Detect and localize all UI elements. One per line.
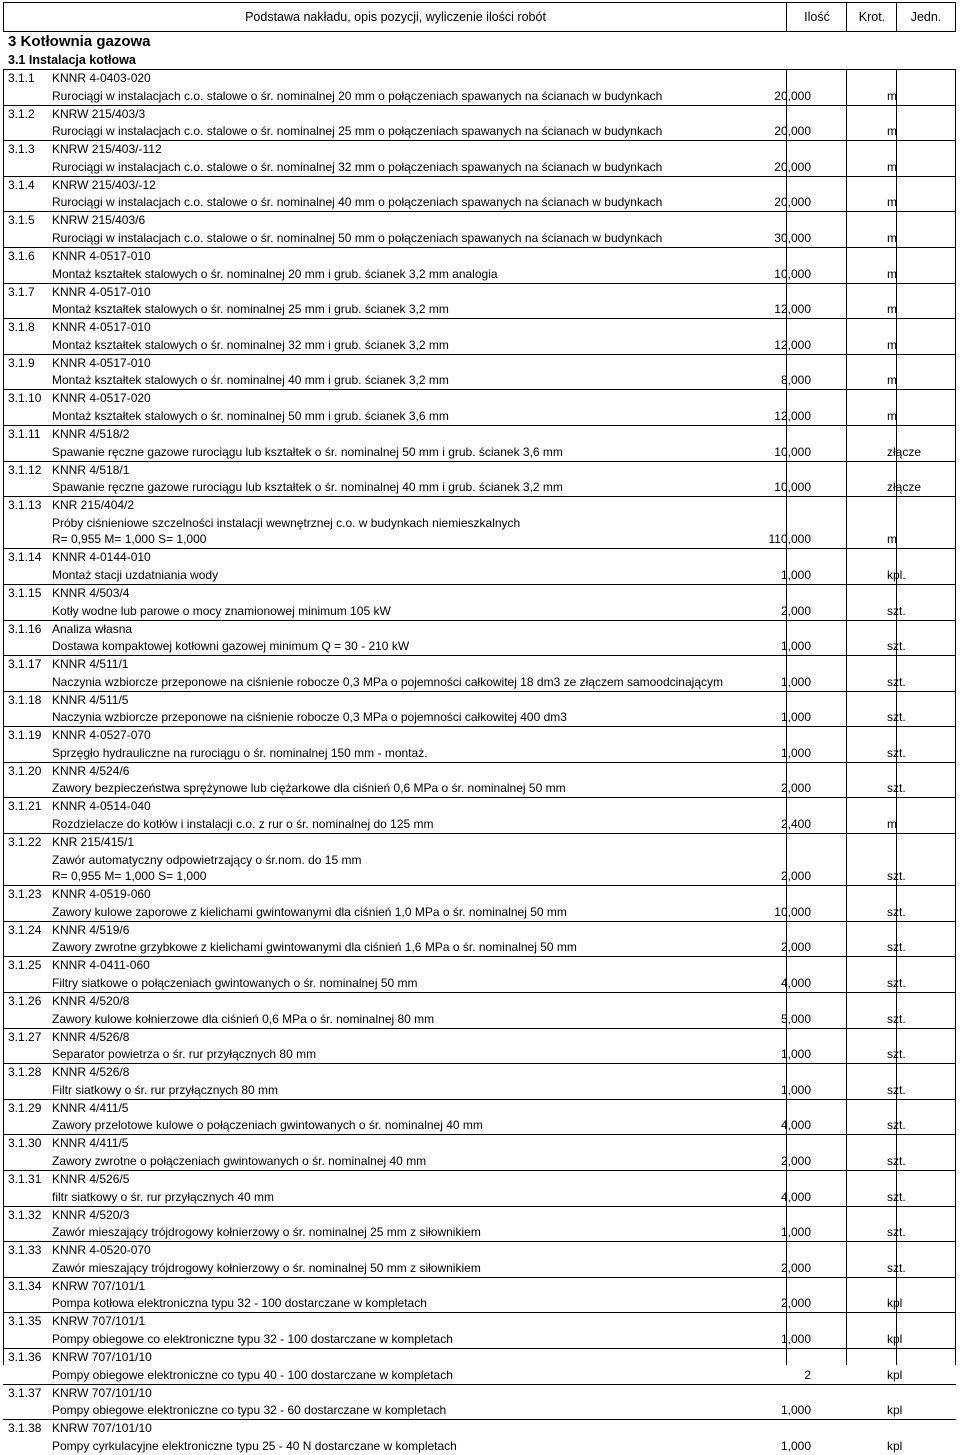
norm-code: KNRW 707/101/1 [52, 1278, 146, 1293]
position-description: Filtry siatkowe o połączeniach gwintowanych o śr. nominalnej 50 mm [52, 976, 418, 991]
norm-code: KNNR 4/520/8 [52, 994, 130, 1009]
position-description: Pompa kotłowa elektroniczna typu 32 - 100 dostarczane w kompletach [52, 1296, 427, 1311]
position-description: Rozdzielacze do kotłów i instalacji c.o. z rur o śr. nominalnej do 125 mm [52, 817, 434, 832]
unit-value: szt. [887, 904, 906, 919]
quantity-value: 1,000 [780, 745, 811, 760]
norm-code: KNR 215/404/2 [52, 498, 135, 513]
table-row [3, 620, 956, 656]
unit-value: kpl. [887, 567, 906, 582]
position-number: 3.1.25 [8, 958, 42, 973]
norm-code: KNNR 4/518/1 [52, 462, 130, 477]
quantity-value: 20,000 [774, 88, 811, 103]
quantity-value: 1,000 [780, 567, 811, 582]
table-row [3, 247, 956, 283]
quantity-value: 4,000 [780, 1189, 811, 1204]
unit-value: szt. [887, 1154, 906, 1168]
unit-value: kpl [887, 1296, 903, 1311]
quantity-value: 2,400 [780, 817, 811, 832]
table-row [3, 105, 956, 141]
unit-value: szt. [887, 1082, 906, 1097]
table-row [3, 1277, 956, 1313]
position-number: 3.1.33 [8, 1243, 42, 1258]
position-number: 3.1.17 [8, 657, 42, 672]
unit-value: szt. [887, 603, 906, 618]
table-row [3, 691, 956, 727]
position-description: Filtr siatkowy o śr. rur przyłącznych 80 mm [52, 1082, 279, 1097]
position-number: 3.1.16 [8, 621, 42, 636]
position-description: Kotły wodne lub parowe o mocy znamionowej minimum 105 kW [52, 603, 391, 618]
position-number: 3.1.35 [8, 1314, 42, 1329]
unit-value: szt. [887, 1189, 906, 1204]
position-number: 3.1.12 [8, 462, 42, 477]
quantity-value: 1,000 [780, 1403, 811, 1418]
unit-value: m [887, 124, 897, 139]
position-description: Zawory kulowe kołnierzowe dla ciśnień 0,6 MPa o śr. nominalnej 80 mm [52, 1011, 435, 1026]
position-number: 3.1.2 [8, 106, 35, 121]
table-row [3, 69, 956, 105]
norm-code: KNNR 4-0411-060 [52, 958, 150, 973]
norm-code: KNRW 215/403/3 [52, 106, 146, 121]
unit-value: kpl [887, 1438, 903, 1453]
position-number: 3.1.34 [8, 1278, 42, 1293]
quantity-value: 12,000 [774, 302, 811, 317]
quantity-value: 2,000 [780, 781, 811, 796]
unit-value: szt. [887, 976, 906, 991]
norm-code: Analiza własna [52, 621, 133, 636]
table-row [3, 461, 956, 497]
table-row [3, 1348, 956, 1384]
position-description: Zawory kulowe zaporowe z kielichami gwintowanymi dla ciśnień 1,0 MPa o śr. nominalnej 50 mm [52, 904, 567, 919]
position-description: Montaż kształtek stalowych o śr. nominalnej 32 mm i grub. ścianek 3,2 mm [52, 337, 449, 352]
position-number: 3.1.1 [8, 71, 35, 85]
quantity-value: 2 [804, 1367, 811, 1382]
position-description: Rurociągi w instalacjach c.o. stalowe o śr. nominalnej 50 mm o połączeniach spawanych na ścianach w budynkach [52, 230, 663, 245]
unit-value: szt. [887, 1047, 906, 1062]
norm-code: KNNR 4/411/5 [52, 1136, 129, 1151]
position-description: Spawanie ręczne gazowe rurociągu lub kształtek o śr. nominalnej 40 mm i grub. ścianek 3,2 mm [52, 480, 563, 495]
unit-value: szt. [887, 674, 906, 689]
position-number: 3.1.24 [8, 922, 42, 937]
header-unit: Jedn. [896, 3, 956, 31]
qty-column-divider [786, 69, 787, 1365]
quantity-value: 10,000 [774, 444, 811, 459]
position-description: Rurociągi w instalacjach c.o. stalowe o śr. nominalnej 20 mm o połączeniach spawanych na ścianach w budynkach [52, 88, 663, 103]
position-number: 3.1.20 [8, 763, 42, 778]
quantity-value: 30,000 [774, 230, 811, 245]
position-description: Rurociągi w instalacjach c.o. stalowe o śr. nominalnej 25 mm o połączeniach spawanych na ścianach w budynkach [52, 124, 663, 139]
table-row [3, 797, 956, 833]
quantity-value: 110,000 [768, 532, 811, 547]
quantity-value: 10,000 [774, 904, 811, 919]
unit-value: szt. [887, 1011, 906, 1026]
norm-code: KNNR 4-0517-020 [52, 391, 151, 406]
right-border [955, 69, 956, 1365]
table-row [3, 885, 956, 921]
norm-code: KNNR 4-0517-010 [52, 248, 151, 263]
position-number: 3.1.31 [8, 1172, 42, 1186]
table-row [3, 1419, 956, 1455]
norm-code: KNNR 4/518/2 [52, 426, 130, 441]
position-description: Rurociągi w instalacjach c.o. stalowe o śr. nominalnej 32 mm o połączeniach spawanych na ścianach w budynkach [52, 159, 663, 174]
unit-value: złącze [887, 480, 922, 495]
table-row [3, 548, 956, 584]
unit-value: szt. [887, 745, 906, 760]
unit-value: m [887, 302, 897, 317]
quantity-value: 4,000 [780, 976, 811, 991]
norm-code: KNNR 4/520/3 [52, 1207, 130, 1222]
unit-value: kpl [887, 1403, 903, 1418]
position-number: 3.1.30 [8, 1136, 42, 1151]
unit-value: m [887, 408, 897, 423]
position-description: Pompy cyrkulacyjne elektroniczne typu 25 - 40 N dostarczane w kompletach [52, 1438, 457, 1453]
position-list [3, 69, 956, 1455]
table-row [3, 140, 956, 176]
unit-value: szt. [887, 781, 906, 796]
position-number: 3.1.28 [8, 1065, 42, 1080]
quantity-value: 1,000 [780, 1331, 811, 1346]
position-description: Zawory przelotowe kulowe o połączeniach gwintowanych o śr. nominalnej 40 mm [52, 1118, 483, 1133]
norm-code: KNNR 4/511/1 [52, 657, 129, 672]
position-description: Montaż kształtek stalowych o śr. nominalnej 20 mm i grub. ścianek 3,2 mm analogia [52, 266, 498, 281]
table-row [3, 1099, 956, 1135]
position-description: Spawanie ręczne gazowe rurociągu lub kształtek o śr. nominalnej 50 mm i grub. ścianek 3,6 mm [52, 444, 563, 459]
quantity-value: 2,000 [780, 1154, 811, 1168]
unit-value: m [887, 337, 897, 352]
position-number: 3.1.23 [8, 887, 42, 902]
position-description: Pompy obiegowe elektroniczne co typu 32 - 60 dostarczane w kompletach [52, 1403, 447, 1418]
quantity-value: 2,000 [780, 1260, 811, 1275]
quantity-value: 20,000 [774, 124, 811, 139]
table-row [3, 956, 956, 992]
norm-code: KNRW 707/101/10 [52, 1349, 152, 1364]
quantity-value: 2,000 [780, 603, 811, 618]
header-krot: Krot. [846, 3, 897, 31]
quantity-value: 10,000 [774, 480, 811, 495]
norm-code: KNNR 4-0527-070 [52, 728, 151, 743]
position-description: Montaż stacji uzdatniania wody [52, 567, 219, 582]
position-description: filtr siatkowy o śr. rur przyłącznych 40 mm [52, 1189, 275, 1204]
norm-code: KNRW 215/403/-12 [52, 177, 156, 192]
norm-code: KNNR 4-0520-070 [52, 1243, 151, 1258]
quantity-value: 1,000 [780, 1225, 811, 1240]
position-description: Naczynia wzbiorcze przeponowe na ciśnienie robocze 0,3 MPa o pojemności całkowitej 18 dm3 ze złączem samoodcinającym [52, 674, 723, 689]
norm-code: KNNR 4-0517-010 [52, 320, 151, 335]
table-row [3, 584, 956, 620]
position-description: Próby ciśnieniowe szczelności instalacji wewnętrznej c.o. w budynkach niemieszkalnych [52, 515, 521, 530]
norm-code: KNNR 4/511/5 [52, 692, 129, 707]
table-row [3, 921, 956, 957]
position-number: 3.1.3 [8, 142, 35, 157]
krot-column-divider [846, 69, 847, 1365]
unit-column-divider [896, 69, 897, 1365]
quantity-value: 4,000 [780, 1118, 811, 1133]
position-description: Zawór mieszający trójdrogowy kołnierzowy o śr. nominalnej 50 mm z siłownikiem [52, 1260, 481, 1275]
quantity-value: 1,000 [780, 710, 811, 725]
norm-code: KNRW 707/101/10 [52, 1385, 152, 1400]
table-row [3, 1028, 956, 1064]
position-number: 3.1.29 [8, 1100, 42, 1115]
position-description: R= 0,955 M= 1,000 S= 1,000 [52, 869, 207, 884]
quantity-value: 1,000 [780, 1047, 811, 1062]
unit-value: m [887, 532, 897, 547]
table-row [3, 283, 956, 319]
norm-code: KNNR 4/526/5 [52, 1172, 130, 1186]
position-number: 3.1.32 [8, 1207, 42, 1222]
quantity-value: 12,000 [774, 337, 811, 352]
table-row [3, 762, 956, 798]
position-number: 3.1.37 [8, 1385, 42, 1400]
quantity-value: 12,000 [774, 408, 811, 423]
unit-value: m [887, 266, 897, 281]
header-quantity: Ilość [786, 3, 847, 31]
table-row [3, 389, 956, 425]
table-row [3, 992, 956, 1028]
norm-code: KNNR 4-0514-040 [52, 799, 151, 814]
position-description: Dostawa kompaktowej kotłowni gazowej minimum Q = 30 - 210 kW [52, 639, 410, 654]
position-description: Rurociągi w instalacjach c.o. stalowe o śr. nominalnej 40 mm o połączeniach spawanych na ścianach w budynkach [52, 195, 663, 210]
position-description: Zawór automatyczny odpowietrzający o śr.nom. do 15 mm [52, 852, 362, 867]
position-description: Sprzęgło hydrauliczne na rurociągu o śr. nominalnej 150 mm - montaż. [52, 745, 428, 760]
norm-code: KNNR 4-0403-020 [52, 71, 151, 85]
position-number: 3.1.38 [8, 1421, 42, 1436]
quantity-value: 1,000 [780, 674, 811, 689]
table-row [3, 318, 956, 354]
position-number: 3.1.14 [8, 550, 42, 565]
table-row [3, 1134, 956, 1170]
norm-code: KNRW 707/101/1 [52, 1314, 146, 1329]
quantity-value: 2,000 [780, 869, 811, 884]
position-description: Montaż kształtek stalowych o śr. nominalnej 25 mm i grub. ścianek 3,2 mm [52, 302, 449, 317]
position-number: 3.1.4 [8, 177, 35, 192]
unit-value: szt. [887, 710, 906, 725]
unit-value: m [887, 195, 897, 210]
table-row [3, 425, 956, 461]
position-number: 3.1.7 [8, 284, 35, 299]
unit-value: złącze [887, 444, 922, 459]
quantity-value: 2,000 [780, 1296, 811, 1311]
table-row [3, 354, 956, 390]
quantity-value: 10,000 [774, 266, 811, 281]
position-description: Pompy obiegowe elektroniczne co typu 40 - 100 dostarczane w kompletach [52, 1367, 453, 1382]
quantity-value: 1,000 [780, 1438, 811, 1453]
norm-code: KNNR 4-0519-060 [52, 887, 151, 902]
position-number: 3.1.13 [8, 498, 42, 513]
unit-value: m [887, 88, 897, 103]
position-number: 3.1.18 [8, 692, 42, 707]
table-header [3, 2, 956, 32]
unit-value: m [887, 230, 897, 245]
quantity-value: 5,000 [780, 1011, 811, 1026]
table-row [3, 1384, 956, 1420]
table-row [3, 1170, 956, 1206]
position-number: 3.1.19 [8, 728, 42, 743]
quantity-value: 8,000 [780, 373, 811, 388]
position-description: Zawory zwrotne grzybkowe z kielichami gwintowanymi dla ciśnień 1,6 MPa o śr. nominalnej 50 mm [52, 940, 577, 955]
position-number: 3.1.10 [8, 391, 42, 406]
position-description: Naczynia wzbiorcze przeponowe na ciśnienie robocze 0,3 MPa o pojemności całkowitej 400 dm3 [52, 710, 567, 725]
position-number: 3.1.11 [8, 426, 41, 441]
quantity-value: 20,000 [774, 195, 811, 210]
table-row [3, 833, 956, 885]
norm-code: KNNR 4/411/5 [52, 1100, 129, 1115]
quantity-value: 20,000 [774, 159, 811, 174]
norm-code: KNRW 707/101/10 [52, 1421, 152, 1436]
norm-code: KNNR 4/503/4 [52, 585, 130, 600]
quantity-value: 2,000 [780, 940, 811, 955]
unit-value: szt. [887, 1118, 906, 1133]
unit-value: kpl [887, 1367, 903, 1382]
table-row [3, 1241, 956, 1277]
section-title: 3 Kotłownia gazowa [8, 33, 151, 50]
unit-value: szt. [887, 1260, 906, 1275]
norm-code: KNRW 215/403/6 [52, 213, 146, 228]
position-description: Separator powietrza o śr. rur przyłącznych 80 mm [52, 1047, 317, 1062]
unit-value: m [887, 159, 897, 174]
position-description: Zawór mieszający trójdrogowy kołnierzowy o śr. nominalnej 25 mm z siłownikiem [52, 1225, 481, 1240]
unit-value: szt. [887, 940, 906, 955]
table-row [3, 1206, 956, 1242]
norm-code: KNNR 4-0517-010 [52, 355, 151, 370]
quantity-value: 1,000 [780, 639, 811, 654]
position-number: 3.1.5 [8, 213, 35, 228]
position-number: 3.1.36 [8, 1349, 42, 1364]
position-description: Zawory zwrotne o połączeniach gwintowanych o śr. nominalnej 40 mm [52, 1154, 427, 1168]
unit-value: szt. [887, 1225, 906, 1240]
position-number: 3.1.9 [8, 355, 35, 370]
position-description: Montaż kształtek stalowych o śr. nominalnej 40 mm i grub. ścianek 3,2 mm [52, 373, 449, 388]
norm-code: KNNR 4/526/8 [52, 1065, 130, 1080]
position-number: 3.1.21 [8, 799, 42, 814]
section-subtitle: 3.1 Instalacja kotłowa [8, 53, 136, 67]
position-description: R= 0,955 M= 1,000 S= 1,000 [52, 532, 207, 547]
position-description: Montaż kształtek stalowych o śr. nominalnej 50 mm i grub. ścianek 3,6 mm [52, 408, 449, 423]
norm-code: KNNR 4/519/6 [52, 922, 130, 937]
table-row [3, 726, 956, 762]
cost-estimate-page [3, 2, 956, 1453]
unit-value: szt. [887, 869, 906, 884]
table-row [3, 211, 956, 247]
header-description: Podstawa nakładu, opis pozycji, wyliczenie ilości robót [3, 3, 787, 31]
table-row [3, 655, 956, 691]
table-row [3, 1063, 956, 1099]
position-number: 3.1.15 [8, 585, 42, 600]
norm-code: KNNR 4/526/8 [52, 1029, 130, 1044]
unit-value: kpl [887, 1331, 903, 1346]
position-number: 3.1.22 [8, 835, 42, 850]
norm-code: KNRW 215/403/-112 [52, 142, 162, 157]
norm-code: KNNR 4-0144-010 [52, 550, 151, 565]
norm-code: KNNR 4-0517-010 [52, 284, 151, 299]
table-row [3, 1312, 956, 1348]
unit-value: m [887, 817, 897, 832]
position-number: 3.1.26 [8, 994, 42, 1009]
quantity-value: 1,000 [780, 1082, 811, 1097]
position-description: Zawory bezpieczeństwa sprężynowe lub ciężarkowe dla ciśnień 0,6 MPa o śr. nominalnej 50 mm [52, 781, 566, 796]
left-border [3, 69, 4, 1365]
norm-code: KNR 215/415/1 [52, 835, 135, 850]
position-number: 3.1.27 [8, 1029, 42, 1044]
norm-code: KNNR 4/524/6 [52, 763, 130, 778]
unit-value: m [887, 373, 897, 388]
table-row [3, 176, 956, 212]
table-row [3, 496, 956, 548]
position-description: Pompy obiegowe co elektroniczne typu 32 - 100 dostarczane w kompletach [52, 1331, 453, 1346]
position-number: 3.1.6 [8, 248, 35, 263]
position-number: 3.1.8 [8, 320, 35, 335]
unit-value: szt. [887, 639, 906, 654]
